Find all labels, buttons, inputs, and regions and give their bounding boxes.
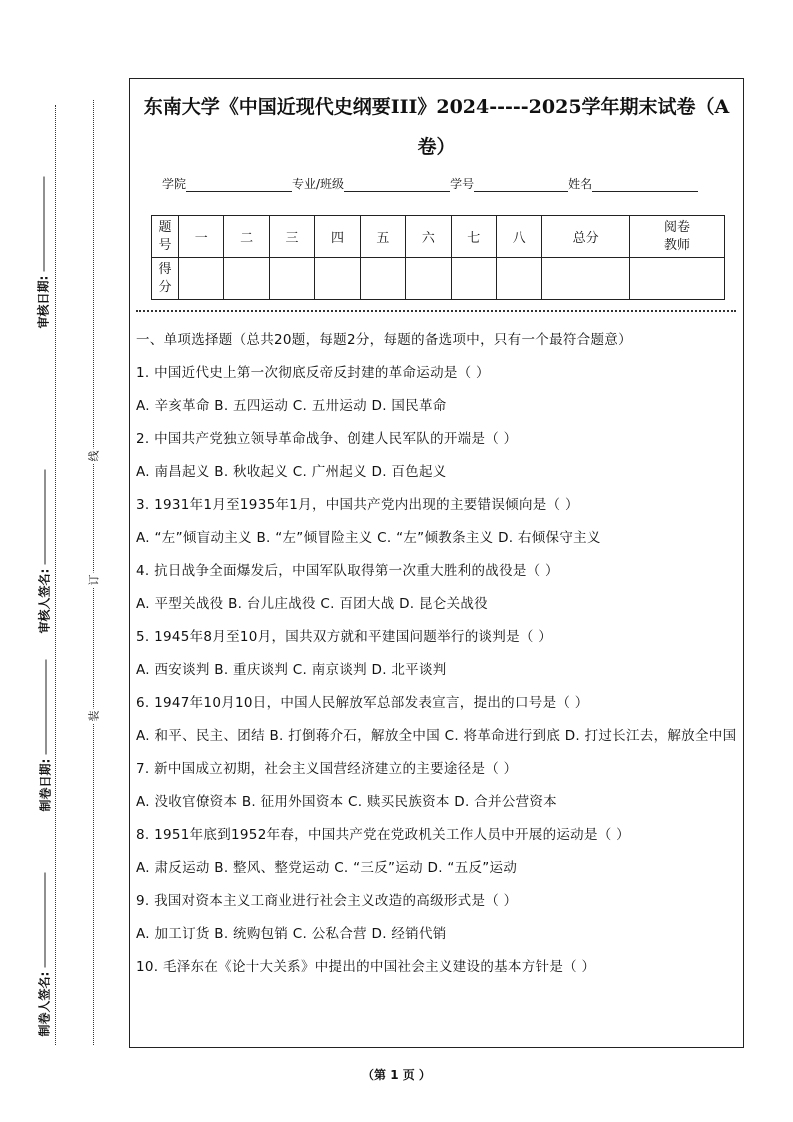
score-col-2: 二 [224, 216, 269, 258]
score-col-grader: 阅卷 教师 [630, 216, 725, 258]
student-id-blank[interactable] [474, 177, 568, 192]
exam-frame [129, 78, 744, 1048]
maker-sign-label: 制卷人签名: [37, 971, 52, 1037]
options-3: A. “左”倾盲动主义 B. “左”倾冒险主义 C. “左”倾教条主义 D. 右倾保守主义 [136, 530, 601, 546]
options-6: A. 和平、民主、团结 B. 打倒蒋介石，解放全中国 C. 将革命进行到底 D. 打过长江去，解放全中国 [136, 728, 737, 744]
score-cell-grader[interactable] [630, 258, 725, 300]
score-table-header-row [152, 216, 725, 258]
options-7: A. 没收官僚资本 B. 征用外国资本 C. 赎买民族资本 D. 合并公营资本 [136, 794, 557, 810]
binding-mark-zhuang: 装 [87, 710, 101, 722]
student-info-line [162, 175, 698, 192]
question-7: 7. 新中国成立初期，社会主义国营经济建立的主要途径是（ ） [136, 761, 518, 777]
options-9: A. 加工订货 B. 统购包销 C. 公私合营 D. 经销代销 [136, 926, 447, 942]
question-list [136, 332, 740, 992]
question-8: 8. 1951年底到1952年春，中国共产党在党政机关工作人员中开展的运动是（ ） [136, 827, 630, 843]
score-cell-total[interactable] [542, 258, 630, 300]
options-4: A. 平型关战役 B. 台儿庄战役 C. 百团大战 D. 昆仑关战役 [136, 596, 488, 612]
section-heading: 一、单项选择题（总共20题，每题2分，每题的备选项中，只有一个最符合题意） [136, 332, 632, 348]
reviewer-sign-label: 审核人签名: [37, 568, 52, 634]
score-cell[interactable] [360, 258, 405, 300]
binding-mark-line: 线 [87, 450, 101, 462]
question-5: 5. 1945年8月至10月，国共双方就和平建国问题举行的谈判是（ ） [136, 629, 553, 645]
question-2: 2. 中国共产党独立领导革命战争、创建人民军队的开端是（ ） [136, 431, 518, 447]
options-8: A. 肃反运动 B. 整风、整党运动 C. “三反”运动 D. “五反”运动 [136, 860, 518, 876]
question-1: 1. 中国近代史上第一次彻底反帝反封建的革命运动是（ ） [136, 365, 490, 381]
binding-mark-ding: 订 [87, 574, 101, 586]
options-2: A. 南昌起义 B. 秋收起义 C. 广州起义 D. 百色起义 [136, 464, 447, 480]
binding-dotted-line-outer [55, 105, 56, 1045]
score-col-8: 八 [496, 216, 541, 258]
score-col-3: 三 [269, 216, 314, 258]
options-5: A. 西安谈判 B. 重庆谈判 C. 南京谈判 D. 北平谈判 [136, 662, 447, 678]
maker-sign-field [36, 877, 53, 1037]
make-date-field [37, 662, 54, 812]
score-cell[interactable] [496, 258, 541, 300]
question-10: 10. 毛泽东在《论十大关系》中提出的中国社会主义建设的基本方针是（ ） [136, 959, 596, 975]
question-3: 3. 1931年1月至1935年1月，中国共产党内出现的主要错误倾向是（ ） [136, 497, 579, 513]
review-date-label: 审核日期: [36, 275, 51, 329]
score-col-5: 五 [360, 216, 405, 258]
score-table-head-cell: 题 号 [152, 216, 179, 258]
name-label: 姓名 [568, 177, 593, 191]
make-date-label: 制卷日期: [38, 758, 53, 812]
score-cell[interactable] [269, 258, 314, 300]
score-cell[interactable] [451, 258, 496, 300]
score-col-1: 一 [179, 216, 224, 258]
score-cell[interactable] [224, 258, 269, 300]
question-9: 9. 我国对资本主义工商业进行社会主义改造的高级形式是（ ） [136, 893, 518, 909]
review-date-field [35, 179, 52, 329]
question-6: 6. 1947年10月10日，中国人民解放军总部发表宣言，提出的口号是（ ） [136, 695, 589, 711]
dotted-separator [136, 310, 736, 312]
score-table-score-row [152, 258, 725, 300]
score-col-6: 六 [406, 216, 451, 258]
student-id-label: 学号 [450, 177, 475, 191]
score-col-7: 七 [451, 216, 496, 258]
major-label: 专业/班级 [292, 177, 345, 191]
options-1: A. 辛亥革命 B. 五四运动 C. 五卅运动 D. 国民革命 [136, 398, 447, 414]
score-col-total: 总分 [542, 216, 630, 258]
score-cell[interactable] [315, 258, 360, 300]
score-table-score-head: 得 分 [152, 258, 179, 300]
score-cell[interactable] [179, 258, 224, 300]
college-label: 学院 [162, 177, 187, 191]
score-cell[interactable] [406, 258, 451, 300]
score-table [151, 215, 725, 300]
college-blank[interactable] [186, 177, 292, 192]
question-4: 4. 抗日战争全面爆发后，中国军队取得第一次重大胜利的战役是（ ） [136, 563, 559, 579]
name-blank[interactable] [592, 177, 698, 192]
page-number: （第 1 页 ） [362, 1068, 431, 1082]
reviewer-sign-field [36, 474, 53, 634]
score-col-4: 四 [315, 216, 360, 258]
exam-title: 东南大学《中国近现代史纲要III》2024-----2025学年期末试卷（A卷） [143, 96, 730, 158]
major-blank[interactable] [344, 177, 450, 192]
